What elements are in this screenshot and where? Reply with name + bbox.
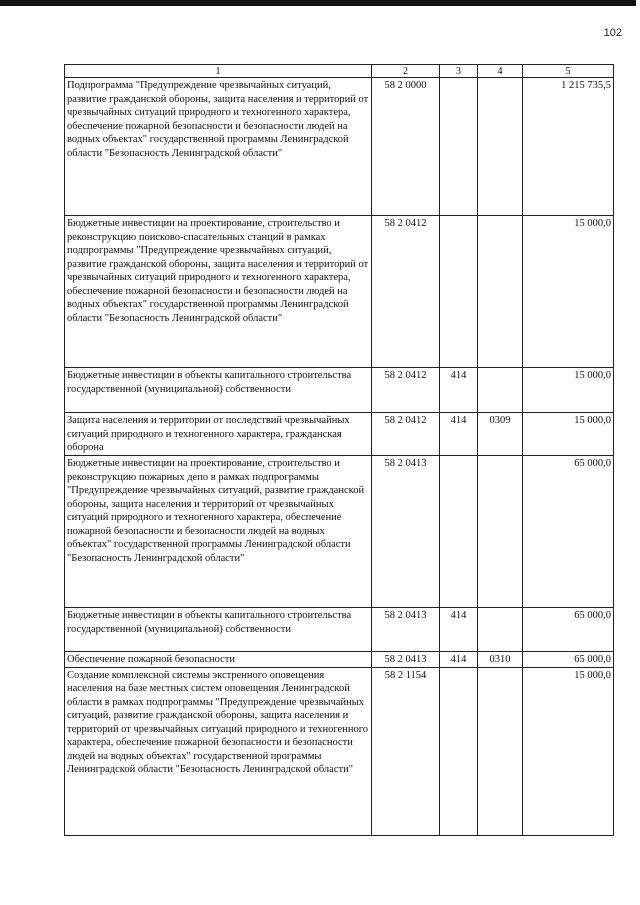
row-section: 0309 bbox=[478, 413, 523, 456]
table-row bbox=[65, 456, 614, 608]
row-description: Подпрограмма "Предупреждение чрезвычайных ситуаций, развитие гражданской обороны, защита населения и территорий от чрезвычайных ситуаций природного и техногенного характера, обеспечение пожарной безопасности и безопасности людей на водных объектах" государственной программы Ленинградской области "Безопасность Ленинградской области" bbox=[65, 78, 372, 216]
row-description: Бюджетные инвестиции на проектирование, строительство и реконструкцию пожарных депо в рамках подпрограммы "Предупреждение чрезвычайных ситуаций, развитие гражданской обороны, защита населения и территорий от чрезвычайных ситуаций природного и техногенного характера, обеспечение пожарной безопасности и безопасности людей на водных объектах" государственной программы Ленинградской области "Безопасность Ленинградской области" bbox=[65, 456, 372, 608]
row-description: Бюджетные инвестиции в объекты капитального строительства государственной (муниципальной) собственности bbox=[65, 608, 372, 652]
table-row bbox=[65, 667, 614, 835]
row-amount: 15 000,0 bbox=[523, 368, 614, 413]
row-description: Обеспечение пожарной безопасности bbox=[65, 652, 372, 668]
row-description: Создание комплексной системы экстренного оповещения населения на базе местных систем оповещения Ленинградской области в рамках подпрограммы "Предупреждение чрезвычайных ситуаций, развитие гражданской обороны, защита населения и территорий от чрезвычайных ситуаций природного и техногенного характера, обеспечение пожарной безопасности и безопасности людей на водных объектах" государственной программы Ленинградской области "Безопасность Ленинградской области" bbox=[65, 667, 372, 835]
row-section bbox=[478, 78, 523, 216]
table-row bbox=[65, 608, 614, 652]
budget-table bbox=[64, 64, 614, 836]
header-column-4: 4 bbox=[478, 65, 523, 78]
row-amount: 1 215 735,5 bbox=[523, 78, 614, 216]
top-border-rule bbox=[0, 0, 636, 6]
header-column-5: 5 bbox=[523, 65, 614, 78]
row-expense-type bbox=[440, 667, 478, 835]
row-description: Бюджетные инвестиции в объекты капитального строительства государственной (муниципальной) собственности bbox=[65, 368, 372, 413]
table-row bbox=[65, 78, 614, 216]
row-amount: 15 000,0 bbox=[523, 413, 614, 456]
table-row bbox=[65, 216, 614, 368]
row-section bbox=[478, 456, 523, 608]
row-amount: 15 000,0 bbox=[523, 216, 614, 368]
row-section bbox=[478, 667, 523, 835]
row-expense-type bbox=[440, 216, 478, 368]
row-description: Бюджетные инвестиции на проектирование, строительство и реконструкцию поисково-спасательных станций в рамках подпрограммы "Предупреждение чрезвычайных ситуаций, развитие гражданской обороны, защита населения и территорий от чрезвычайных ситуаций природного и техногенного характера, обеспечение пожарной безопасности и безопасности людей на водных объектах" государственной программы Ленинградской области "Безопасность Ленинградской области" bbox=[65, 216, 372, 368]
row-amount: 15 000,0 bbox=[523, 667, 614, 835]
row-expense-type bbox=[440, 456, 478, 608]
row-target-code: 58 2 0412 bbox=[372, 216, 440, 368]
row-target-code: 58 2 0413 bbox=[372, 608, 440, 652]
table-row bbox=[65, 652, 614, 668]
row-target-code: 58 2 0412 bbox=[372, 368, 440, 413]
row-amount: 65 000,0 bbox=[523, 608, 614, 652]
row-target-code: 58 2 0413 bbox=[372, 456, 440, 608]
row-section: 0310 bbox=[478, 652, 523, 668]
header-row bbox=[65, 65, 614, 78]
row-amount: 65 000,0 bbox=[523, 652, 614, 668]
row-expense-type: 414 bbox=[440, 368, 478, 413]
header-column-1: 1 bbox=[65, 65, 372, 78]
row-target-code: 58 2 0412 bbox=[372, 413, 440, 456]
header-column-3: 3 bbox=[440, 65, 478, 78]
row-target-code: 58 2 0413 bbox=[372, 652, 440, 668]
row-expense-type bbox=[440, 78, 478, 216]
row-amount: 65 000,0 bbox=[523, 456, 614, 608]
row-expense-type: 414 bbox=[440, 652, 478, 668]
header-column-2: 2 bbox=[372, 65, 440, 78]
table-row bbox=[65, 368, 614, 413]
row-description: Защита населения и территории от последствий чрезвычайных ситуаций природного и техногенного характера, гражданская оборона bbox=[65, 413, 372, 456]
table-row bbox=[65, 413, 614, 456]
row-target-code: 58 2 0000 bbox=[372, 78, 440, 216]
row-target-code: 58 2 1154 bbox=[372, 667, 440, 835]
page-number: 102 bbox=[603, 27, 622, 39]
row-section bbox=[478, 608, 523, 652]
row-section bbox=[478, 216, 523, 368]
row-expense-type: 414 bbox=[440, 608, 478, 652]
row-section bbox=[478, 368, 523, 413]
row-expense-type: 414 bbox=[440, 413, 478, 456]
